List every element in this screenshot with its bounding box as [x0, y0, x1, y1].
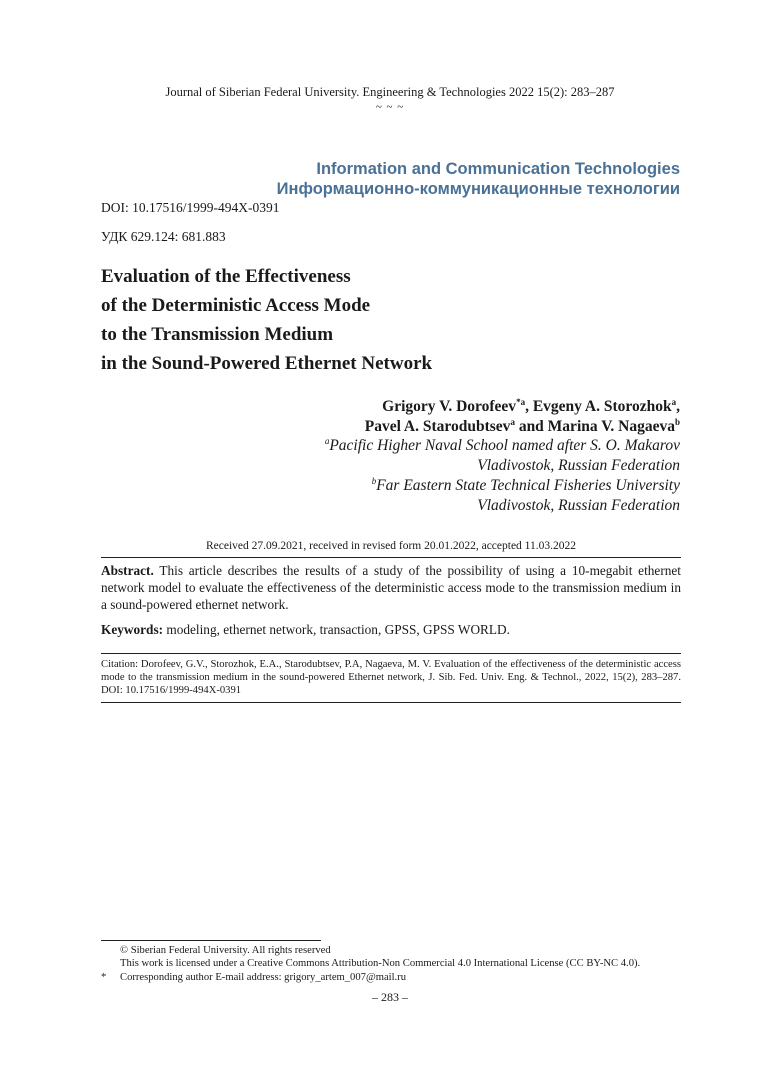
journal-header: Journal of Siberian Federal University. Engineering & Technologies 2022 15(2): 283–287 [165, 85, 615, 99]
author-mark: a [671, 396, 677, 407]
affiliation-text: Far Eastern State Technical Fisheries University [376, 477, 680, 494]
abstract-text: This article describes the results of a study of the possibility of using a 10-megabit ethernet network model to evaluate the effectiveness of the deterministic access mode to the transmission medium in a sound-powered ethernet network. [101, 563, 681, 612]
footnote-star: * [101, 972, 107, 983]
affiliation-name [325, 436, 680, 456]
divider [101, 557, 681, 558]
footnote-divider [101, 940, 321, 941]
affiliation-city: Vladivostok, Russian Federation [477, 497, 680, 514]
author-name: Grigory V. Dorofeev [382, 398, 517, 415]
title-line: of the Deterministic Access Mode [101, 295, 371, 316]
abstract-label: Abstract. [101, 563, 154, 578]
author-name: and Marina V. Nagaeva [514, 418, 675, 435]
keywords-text: modeling, ethernet network, transaction, GPSS, GPSS WORLD. [163, 622, 510, 637]
received-dates: Received 27.09.2021, received in revised form 20.01.2022, accepted 11.03.2022 [205, 540, 577, 552]
title-line: to the Transmission Medium [101, 324, 334, 345]
title-line: in the Sound-Powered Ethernet Network [101, 353, 433, 374]
authors-line-2 [365, 417, 680, 437]
header-ornament: ~ ~ ~ [375, 101, 405, 113]
author-separator: , [676, 398, 680, 415]
section-title-en: Information and Communication Technologies [316, 160, 680, 178]
abstract [101, 562, 681, 613]
paper-title [101, 262, 432, 378]
citation: Citation: Dorofeev, G.V., Storozhok, E.A., Starodubtsev, P.A, Nagaeva, M. V. Evaluation of the effectiveness of the deterministic access mode to the transmission medium in the sound-powered Ethernet network, J. Sib. Fed. Univ. Eng. & Technol., 2022, 15(2), 283–287. DOI: 10.17516/1999-494X-0391 [101, 659, 681, 696]
affiliation-text: Pacific Higher Naval School named after S. O. Makarov [329, 437, 680, 454]
authors [365, 397, 680, 437]
udk: УДК 629.124: 681.883 [101, 229, 226, 244]
affiliations [325, 436, 680, 516]
copyright-note: © Siberian Federal University. All rights reserved [120, 945, 331, 956]
affiliation-mark: b [371, 475, 377, 486]
keywords [101, 622, 681, 638]
title-line: Evaluation of the Effectiveness [101, 266, 351, 287]
corresponding-text: Corresponding author E-mail address: grigory_artem_007@mail.ru [120, 972, 407, 983]
license-note: This work is licensed under a Creative Commons Attribution-Non Commercial 4.0 International License (CC BY-NC 4.0). [120, 958, 641, 969]
keywords-label: Keywords: [101, 622, 164, 637]
affiliation-name [325, 476, 680, 496]
author-mark: b [674, 416, 680, 427]
page-number: – 283 – [372, 990, 408, 1004]
divider [101, 653, 681, 654]
affiliation-mark: a [324, 435, 330, 446]
section-title-ru: Информационно-коммуникационные технологии [276, 180, 680, 198]
authors-line-1 [365, 397, 680, 417]
author-mark: a [510, 416, 515, 427]
author-mark: *a [516, 396, 526, 407]
divider [101, 702, 681, 703]
affiliation-city: Vladivostok, Russian Federation [477, 457, 680, 474]
author-name: Pavel A. Starodubtsev [364, 418, 511, 435]
corresponding-note [101, 971, 406, 984]
author-name: , Evgeny A. Storozhok [525, 398, 672, 415]
doi: DOI: 10.17516/1999-494X-0391 [101, 200, 280, 215]
